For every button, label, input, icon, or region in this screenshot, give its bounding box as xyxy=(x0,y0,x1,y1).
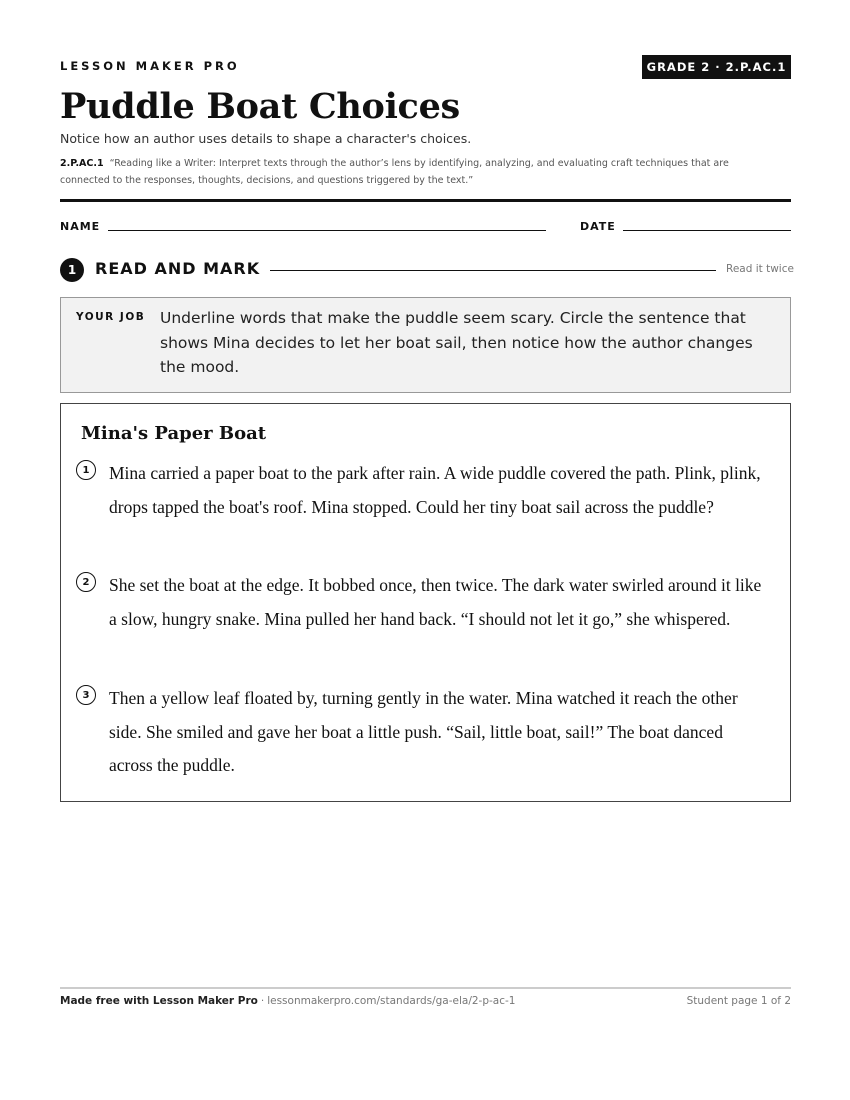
footer-url[interactable]: lessonmakerpro.com/standards/ga-ela/2-p-ac-1 xyxy=(267,995,516,1007)
footer-credit xyxy=(60,995,515,1007)
name-label: NAME xyxy=(60,220,101,233)
section-note: Read it twice xyxy=(726,263,794,275)
paragraph-number-3: 3 xyxy=(76,685,96,705)
paragraph-number-1: 1 xyxy=(76,460,96,480)
name-field[interactable] xyxy=(108,230,546,231)
brand-name: LESSON MAKER PRO xyxy=(60,59,240,73)
story-paragraph-3: Then a yellow leaf floated by, turning gently in the water. Mina watched it reach the other side. She smiled and gave her boat a little push. “Sail, little boat, sail!” The boat danced across the puddle. xyxy=(109,688,738,775)
page-subtitle: Notice how an author uses details to shape a character's choices. xyxy=(60,131,472,146)
page-title: Puddle Boat Choices xyxy=(60,86,460,127)
date-field[interactable] xyxy=(623,230,791,231)
job-instructions: Underline words that make the puddle seem scary. Circle the sentence that shows Mina decides to let her boat sail, then notice how the author changes the mood. xyxy=(160,309,753,376)
standard-text: “Reading like a Writer: Interpret texts through the author’s lens by identifying, analyzing, and evaluating craft techniques that are connected to the responses, thoughts, decisions, and questions triggered by the text.” xyxy=(60,158,729,186)
story-paragraph-2: She set the boat at the edge. It bobbed once, then twice. The dark water swirled around it like a slow, hungry snake. Mina pulled her hand back. “I should not let it go,” she whispered. xyxy=(109,575,762,629)
date-label: DATE xyxy=(580,220,616,233)
section-divider xyxy=(270,270,716,271)
job-label: YOUR JOB xyxy=(76,311,146,323)
paragraph-number-2: 2 xyxy=(76,572,96,592)
job-box xyxy=(60,297,791,393)
story-paragraph-1: Mina carried a paper boat to the park after rain. A wide puddle covered the path. Plink, plink, drops tapped the boat's roof. Mina stopped. Could her tiny boat sail across the puddle? xyxy=(109,463,761,517)
footer-separator: · xyxy=(260,995,265,1007)
standard-description xyxy=(60,155,780,189)
footer-made: Made free with Lesson Maker Pro xyxy=(60,995,258,1007)
footer-divider xyxy=(60,987,791,989)
section-number: 1 xyxy=(60,258,84,282)
footer-page-number: Student page 1 of 2 xyxy=(686,995,791,1007)
section-title: READ AND MARK xyxy=(95,259,261,278)
header-divider xyxy=(60,199,791,202)
story-title: Mina's Paper Boat xyxy=(81,423,267,444)
story-box xyxy=(60,403,791,802)
grade-badge: GRADE 2 · 2.P.AC.1 xyxy=(642,55,791,79)
standard-code: 2.P.AC.1 xyxy=(60,158,104,169)
